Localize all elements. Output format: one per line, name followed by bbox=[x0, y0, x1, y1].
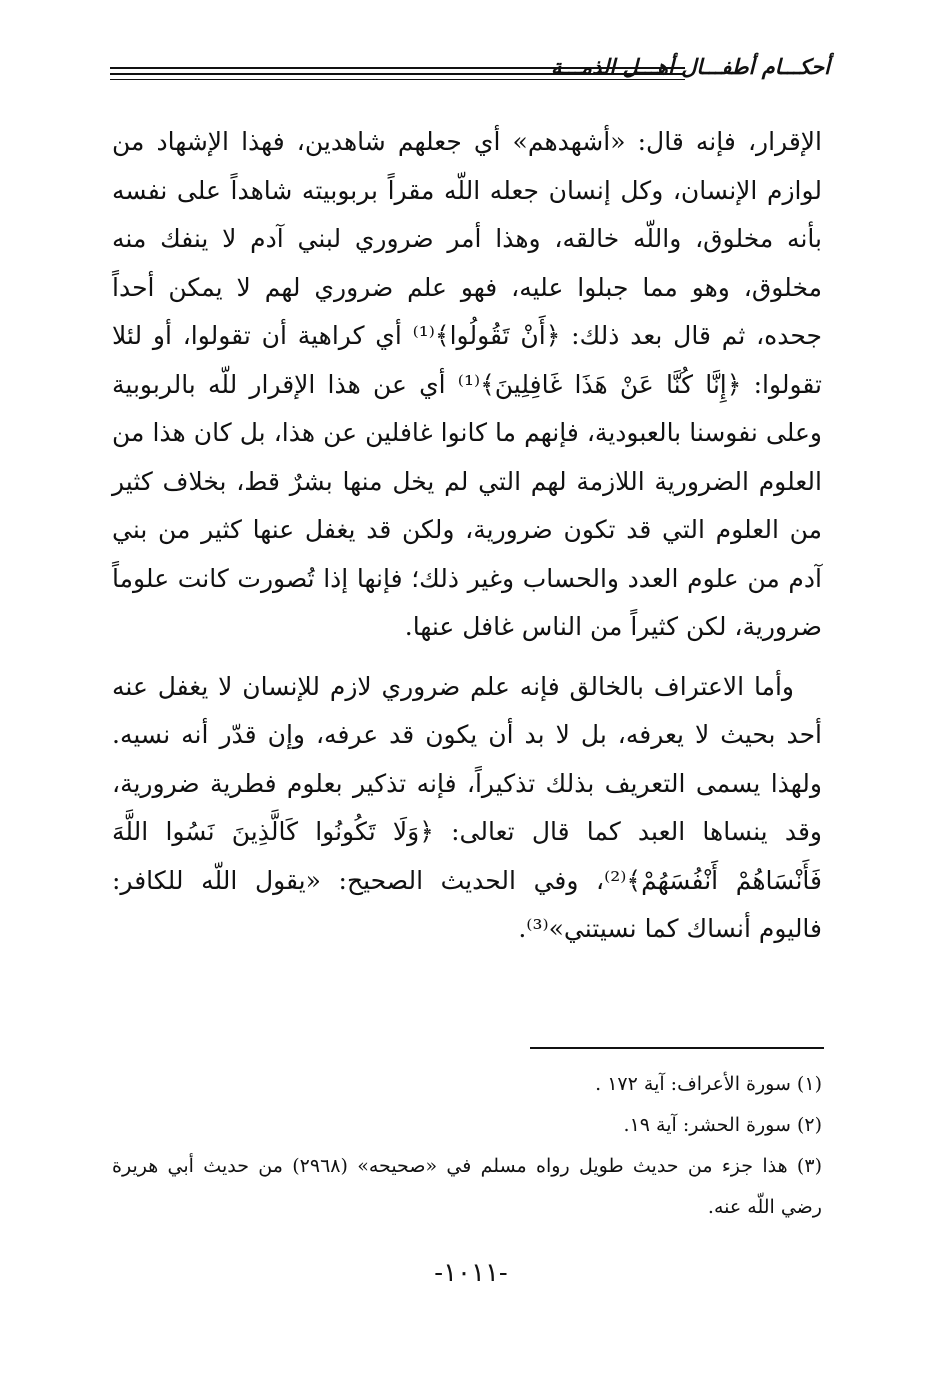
footnote-1: (١) سورة الأعراف: آية ١٧٢ . bbox=[595, 1073, 822, 1095]
header-rule bbox=[110, 79, 685, 80]
main-text bbox=[112, 118, 822, 954]
paragraph: الإقرار، فإنه قال: «أشهدهم» أي جعلهم شاهدين، فهذا الإشهاد من لوازم الإنسان، وكل إنسان جعله اللّه مقراً بربوبيته شاهداً على نفسه بأنه مخلوق، واللّه خالقه، وهذا أمر ضروري لبني آدم لا ينفك منه مخلوق، وهو مما جبلوا عليه، فهو علم ضروري لهم لا يمكن أحداً جحده، ثم قال بعد ذلك: ﴿أَنْ تَقُولُوا﴾⁽¹⁾ أي كراهية أن تقولوا، أو لئلا تقولوا: ﴿إِنَّا كُنَّا عَنْ هَذَا غَافِلِينَ﴾⁽¹⁾ أي عن هذا الإقرار للّه بالربوبية وعلى نفوسنا بالعبودية، فإنهم ما كانوا غافلين عن هذا، بل كان هذا من العلوم الضرورية اللازمة لهم التي لم يخل منها بشرٌ قط، بخلاف كثير من العلوم التي قد تكون ضرورية، ولكن قد يغفل عنها كثير من بني آدم من علوم العدد والحساب وغير ذلك؛ فإنها إذا تُصورت كانت علوماً ضرورية، لكن كثيراً من الناس غافل عنها. bbox=[112, 127, 823, 641]
footnote-2: (٢) سورة الحشر: آية ١٩. bbox=[623, 1114, 822, 1136]
footnote-3: (٣) هذا جزء من حديث طويل رواه مسلم في «صحيحه» (٢٩٦٨) من حديث أبي هريرة رضي اللّه عنه. bbox=[112, 1155, 822, 1218]
book-title: أحكـــام أطفـــال أهـــل الذمـــة bbox=[551, 54, 830, 79]
running-header bbox=[110, 52, 830, 92]
footnote-separator bbox=[530, 1047, 824, 1049]
footnotes bbox=[112, 1064, 822, 1228]
paragraph: وأما الاعتراف بالخالق فإنه علم ضروري لازم للإنسان لا يغفل عنه أحد بحيث لا يعرفه، بل لا بد أن يكون قد عرفه، وإن قدّر أنه نسيه. ولهذا يسمى التعريف بذلك تذكيراً، فإنه تذكير بعلوم فطرية ضرورية، وقد ينساها العبد كما قال تعالى: ﴿وَلَا تَكُونُوا كَالَّذِينَ نَسُوا اللَّهَ فَأَنْسَاهُمْ أَنْفُسَهُمْ﴾⁽²⁾، وفي الحديث الصحيح: «يقول اللّه للكافر: فاليوم أنساك كما نسيتني»⁽³⁾. bbox=[112, 671, 822, 943]
page-number: -١٠١١- bbox=[434, 1258, 508, 1288]
